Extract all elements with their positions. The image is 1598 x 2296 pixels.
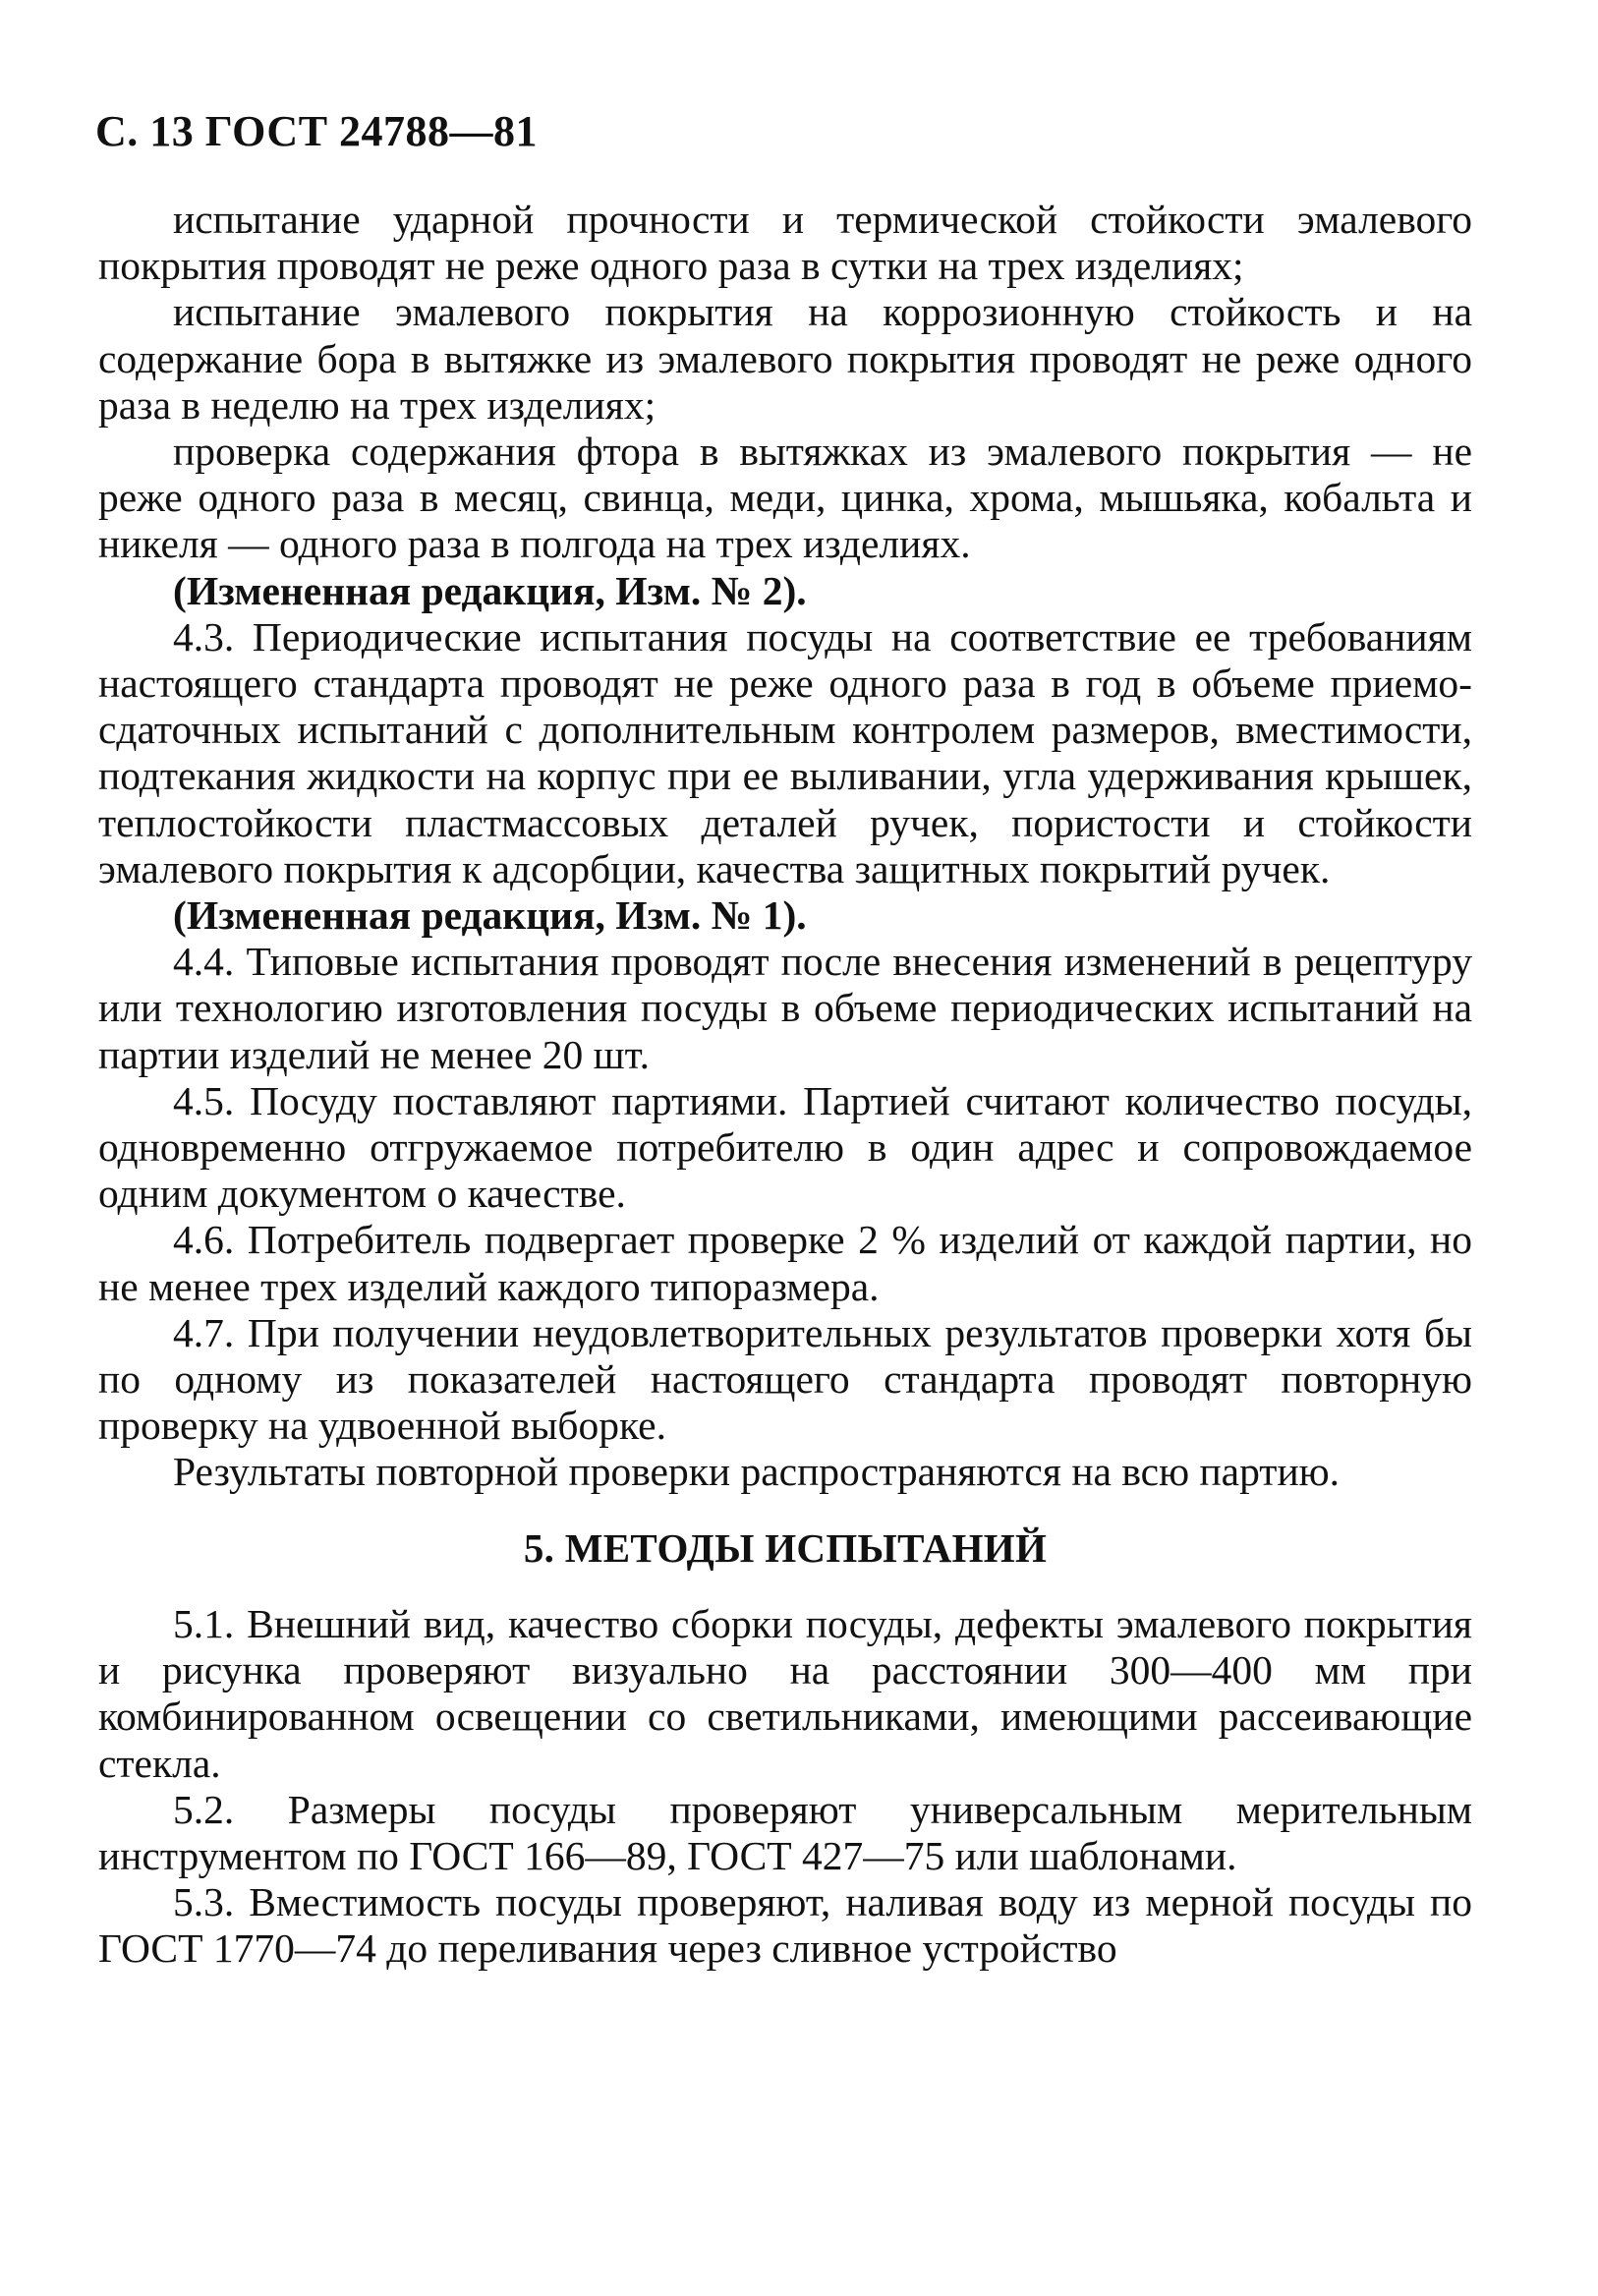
paragraph-4-6: 4.6. Потребитель подвергает проверке 2 % изделий от каждой партии, но не менее трех изделий каждого типоразмера.	[98, 1217, 1472, 1309]
paragraph-enamel-corrosion-test: испытание эмалевого покрытия на коррозионную стойкость и на содержание бора в вытяжке из эмалевого покрытия проводят не реже одного раза в неделю на трех изделиях;	[98, 289, 1472, 428]
section-title: 5. МЕТОДЫ ИСПЫТАНИЙ	[523, 1524, 1048, 1571]
paragraph-5-2: 5.2. Размеры посуды проверяют универсальным мерительным инструментом по ГОСТ 166—89, ГОСТ 427—75 или шаблонами.	[98, 1786, 1472, 1878]
paragraph-fluorine-check: проверка содержания фтора в вытяжках из эмалевого покрытия — не реже одного раза в месяц, свинца, меди, цинка, хрома, мышьяка, кобальта и никеля — одного раза в полгода на трех изделиях.	[98, 429, 1472, 567]
paragraph-4-5: 4.5. Посуду поставляют партиями. Партией считают количество посуды, одновременно отгружаемое потребителю в один адрес и сопровождаемое одним документом о качестве.	[98, 1077, 1472, 1217]
paragraph-4-3: 4.3. Периодические испытания посуды на соответствие ее требованиям настоящего стандарта проводят не реже одного раза в год в объеме приемо-сдаточных испытаний с дополнительным контролем размеров, вместимости, подтекания жидкости на корпус при ее выливании, угла удерживания крышек, теплостойкости пластмассовых деталей ручек, пористости и стойкости эмалевого покрытия к адсорбции, качества защитных покрытий ручек.	[98, 613, 1472, 891]
amendment-note-1: (Измененная редакция, Изм. № 1).	[173, 892, 807, 939]
paragraph-5-1: 5.1. Внешний вид, качество сборки посуды, дефекты эмалевого покрытия и рисунка проверяют визуально на расстоянии 300—400 мм при комбинированном освещении со светильниками, имеющими рассеивающие стекла.	[98, 1600, 1472, 1786]
page-header: С. 13 ГОСТ 24788—81	[95, 107, 539, 155]
document-body	[98, 197, 1472, 1973]
paragraph-enamel-impact-test: испытание ударной прочности и термической стойкости эмалевого покрытия проводят не реже одного раза в сутки на трех изделиях;	[98, 197, 1472, 289]
amendment-note-2: (Измененная редакция, Изм. № 2).	[173, 567, 807, 613]
paragraph-5-3: 5.3. Вместимость посуды проверяют, наливая воду из мерной посуды по ГОСТ 1770—74 до переливания через сливное устройство	[98, 1879, 1472, 1972]
paragraph-4-4: 4.4. Типовые испытания проводят после внесения изменений в рецептуру или технологию изготовления посуды в объеме периодических испытаний на партии изделий не менее 20 шт.	[98, 939, 1472, 1077]
paragraph-retest-results: Результаты повторной проверки распространяются на всю партию.	[173, 1449, 1341, 1495]
paragraph-4-7: 4.7. При получении неудовлетворительных результатов проверки хотя бы по одному из показателей настоящего стандарта проводят повторную проверку на удвоенной выборке.	[98, 1309, 1472, 1449]
